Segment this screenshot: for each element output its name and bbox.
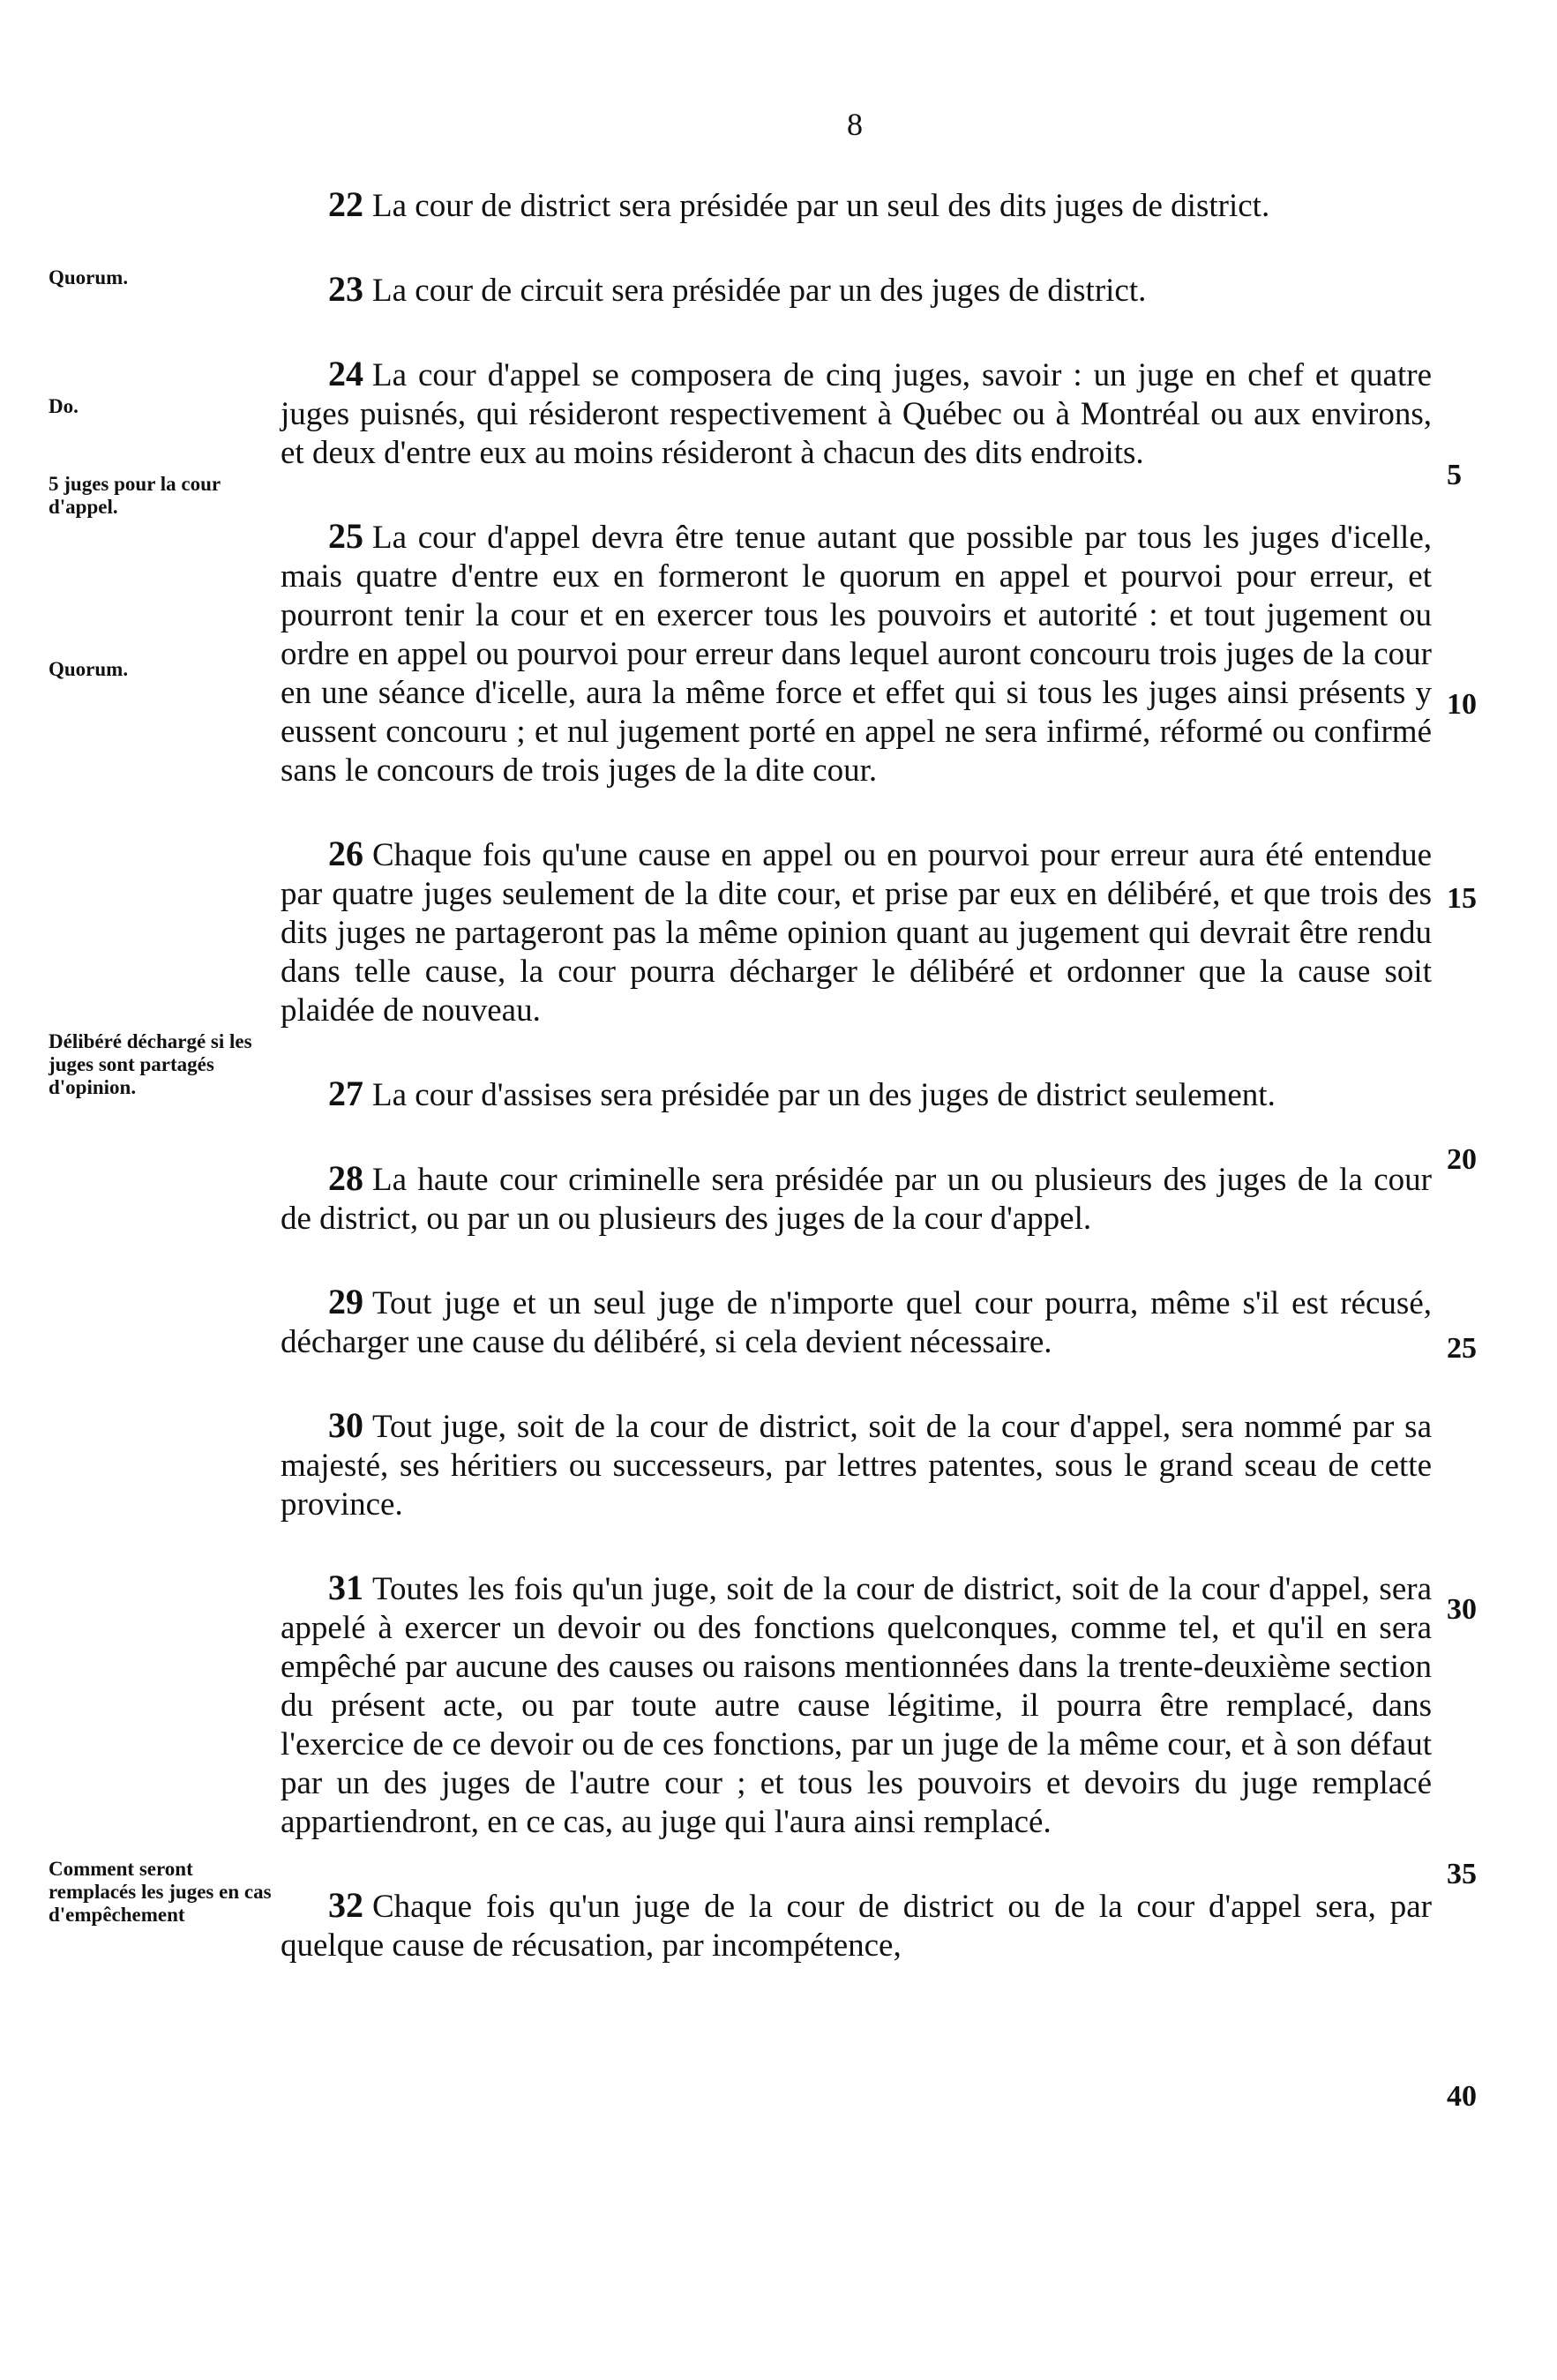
line-number: 20 (1447, 1143, 1477, 1176)
section-number: 32 (328, 1885, 363, 1925)
margin-note-quorum-1: Quorum. (49, 266, 129, 288)
section-23 (281, 270, 1432, 311)
section-number: 24 (328, 354, 363, 393)
page-number: 8 (847, 107, 863, 142)
section-number: 30 (328, 1405, 363, 1445)
margin-note-remplacement: Comment seront remplacés les juges en cas d'empêchement (49, 1858, 272, 1926)
line-number: 15 (1447, 882, 1477, 915)
margin-note-do: Do. (49, 395, 79, 417)
section-24 (281, 355, 1432, 473)
line-number: 30 (1447, 1593, 1477, 1626)
section-number: 26 (328, 834, 363, 873)
line-number: 40 (1447, 2080, 1477, 2113)
sections-body (281, 185, 1432, 2010)
section-text: Tout juge, soit de la cour de district, soit de la cour d'appel, sera nommé par sa majesté, ses héritiers ou successeurs, par lettres patentes, sous le grand sceau de cette province. (281, 1409, 1432, 1523)
line-number: 25 (1447, 1332, 1477, 1365)
section-text: Chaque fois qu'un juge de la cour de district ou de la cour d'appel sera, par quelque cause de récusation, par incompétence, (281, 1889, 1432, 1964)
line-number: 35 (1447, 1858, 1477, 1890)
margin-note-5-juges: 5 juges pour la cour d'appel. (49, 473, 221, 518)
section-text: Toutes les fois qu'un juge, soit de la cour de district, soit de la cour d'appel, sera appelé à exercer un devoir ou des fonctions quelconques, comme tel, et qu'il en sera empêché par aucune des causes ou raisons mentionnées dans la trente-deuxième section du présent acte, ou par toute autre cause légitime, il pourra être remplacé, dans l'exercice de ce devoir ou de ces fonctions, par un juge de la même cour, et à son défaut par un des juges de l'autre cour ; et tous les pouvoirs et devoirs du juge remplacé appartiendront, en ce cas, au juge qui l'aura ainsi remplacé. (281, 1571, 1432, 1840)
section-number: 22 (328, 184, 363, 224)
section-27 (281, 1074, 1432, 1115)
section-number: 29 (328, 1282, 363, 1321)
section-text: La cour de district sera présidée par un seul des dits juges de district. (372, 188, 1270, 224)
section-number: 23 (328, 269, 363, 309)
section-text: La cour d'appel devra être tenue autant que possible par tous les juges d'icelle, mais quatre d'entre eux en formeront le quorum en appel et pourvoi pour erreur, et pourront tenir la cour et en exercer tous les pouvoirs et autorité : et tout jugement ou ordre en appel ou pourvoi pour erreur dans lequel auront concouru trois juges de la cour en une séance d'icelle, aura la même force et effet qui si tous les juges ainsi présents y eussent concouru ; et nul jugement porté en appel ne sera infirmé, réformé ou confirmé sans le concours de trois juges de la dite cour. (281, 520, 1432, 789)
section-number: 28 (328, 1158, 363, 1198)
margin-note-quorum-2: Quorum. (49, 658, 129, 680)
section-number: 31 (328, 1568, 363, 1607)
section-30 (281, 1406, 1432, 1524)
section-text: La cour d'assises sera présidée par un des juges de district seulement. (372, 1077, 1276, 1113)
section-29 (281, 1283, 1432, 1362)
section-22 (281, 185, 1432, 226)
section-text: Tout juge et un seul juge de n'importe quel cour pourra, même s'il est récusé, décharger une cause du délibéré, si cela devient nécessaire. (281, 1285, 1432, 1360)
section-text: La cour de circuit sera présidée par un des juges de district. (372, 273, 1147, 309)
section-31 (281, 1568, 1432, 1842)
section-text: La cour d'appel se composera de cinq juges, savoir : un juge en chef et quatre juges puisnés, qui résideront respectivement à Québec ou à Montréal ou aux environs, et deux d'entre eux au moins résideront à chacun des dits endroits. (281, 357, 1432, 471)
section-text: La haute cour criminelle sera présidée par un ou plusieurs des juges de la cour de district, ou par un ou plusieurs des juges de la cour d'appel. (281, 1162, 1432, 1237)
line-number: 10 (1447, 688, 1477, 721)
line-number: 5 (1447, 459, 1462, 491)
section-32 (281, 1886, 1432, 1965)
section-number: 27 (328, 1074, 363, 1113)
section-26 (281, 834, 1432, 1030)
section-text: Chaque fois qu'une cause en appel ou en pourvoi pour erreur aura été entendue par quatre juges seulement de la dite cour, et prise par eux en délibéré, et que trois des dits juges ne partageront pas la même opinion quant au jugement qui devrait être rendu dans telle cause, la cour pourra décharger le délibéré et ordonner que la cause soit plaidée de nouveau. (281, 837, 1432, 1029)
section-25 (281, 517, 1432, 790)
margin-note-delibere: Délibéré déchargé si les juges sont partagés d'opinion. (49, 1030, 252, 1098)
section-number: 25 (328, 516, 363, 556)
section-28 (281, 1159, 1432, 1239)
